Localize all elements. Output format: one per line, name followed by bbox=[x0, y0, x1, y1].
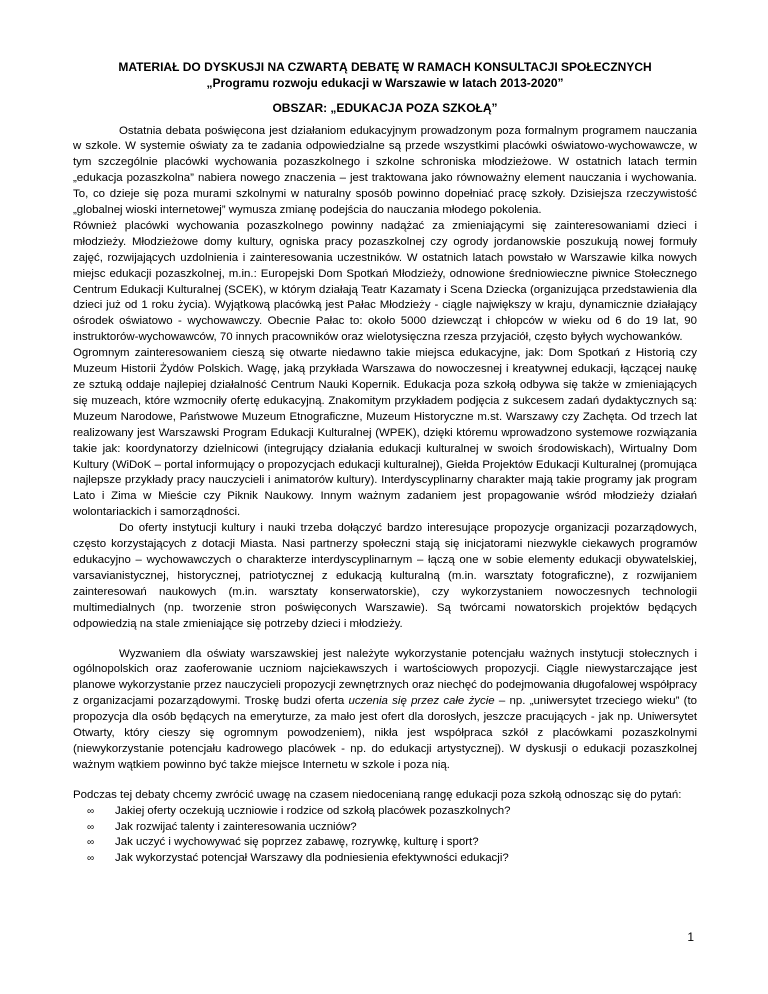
question-text: Jak wykorzystać potencjał Warszawy dla podniesienia efektywności edukacji? bbox=[115, 852, 509, 865]
question-text: Jak rozwijać talenty i zainteresowania uczniów? bbox=[115, 820, 357, 833]
paragraph-new-educational-places: Ogromnym zainteresowaniem cieszą się otwarte niedawno takie miejsca edukacyjne, jak: Dom Spotkań z Historią czy Muzeum Historii Żydów Polskich. Wagę, jaką przykłada Warszawa do nowoczesnej i kreatywnej edukacji, łączącej naukę ze sztuką oddaje najlepiej działalność Centrum Nauki Kopernik. Edukacja poza szkołą odbywa się także w zmieniających się muzeach, które wzmocniły ofertę edukacyjną. Znakomitym przykładem podjęcia z sukcesem zadań dydaktycznych są: Muzeum Narodowe, Państwowe Muzeum Etnograficzne, Muzeum Historyczne m.st. Warszawy czy Zachęta. Od trzech lat realizowany jest Warszawski Program Edukacji Kulturalnej (WPEK), dzięki któremu wprowadzono systemowe rozwiązania takie jak: koordynatorzy dzielnicowi (integrujący działania edukacji kulturalnej w swoich środowiskach), Wirtualny Dom Kultury (WiDoK – portal informujący o propozycjach edukacji kulturalnej), Giełda Projektów Edukacji Kulturalnej (promująca najlepsze przykłady pracy nauczycieli i animatorów kultury). Interdyscyplinarny charakter mają takie programy jak program Lato i Zima w Mieście czy Piknik Naukowy. Innym ważnym zadaniem jest propagowanie wśród młodzieży działań wolontariackich i samorządności. bbox=[73, 347, 697, 519]
infinity-bullet-icon: ∞ bbox=[87, 837, 95, 849]
challenges-text-end: – np. „uniwersytet trzeciego wieku” (to propozycja dla osób będących na emeryturze, za mało jest ofert dla dorosłych, jeszcze pracujących - jak np. Uniwersytet Otwarty, który cieszy się ogromnym powodzeniem), nikła jest współpraca szkół z placówkami pozaszkolnymi (niewykorzystanie potencjału kadrowego placówek - np. do edukacji artystycznej). W dyskusji o edukacji pozaszkolnej ważnym wątkiem powinno być także miejsce Internetu w szkole i poza nią. bbox=[73, 695, 698, 771]
lifelong-learning-emphasis: uczenia się przez całe życie bbox=[348, 695, 495, 708]
infinity-bullet-icon: ∞ bbox=[87, 821, 95, 833]
questions-list bbox=[73, 804, 697, 868]
document-page bbox=[73, 60, 697, 867]
document-subtitle: „Programu rozwoju edukacji w Warszawie w latach 2013-2020” bbox=[206, 75, 564, 90]
paragraph-ngo-offers: Do oferty instytucji kultury i nauki trzeba dołączyć bardzo interesujące propozycje organizacji pozarządowych, często korzystających z dotacji Miasta. Nasi partnerzy społeczni stają się inicjatorami niezwykle ciekawych programów edukacyjno – wychowawczych o charakterze interdyscyplinarnym – łączą one w sobie elementy edukacji obywatelskiej, varsavianistycznej, historycznej, patriotycznej z edukacją kulturalną (m.in. warsztaty fotograficzne), z rozwijaniem zainteresowań naukowych (m.in. warsztaty konserwatorskie), czy wykorzystaniem nowoczesnych technologii multimedialnych (np. tworzenie stron poświęconych Warszawie). Są twórcami nowatorskich projektów będących odpowiedzią na stale zmieniające się potrzeby dzieci i młodzieży. bbox=[73, 522, 697, 630]
document-title: MATERIAŁ DO DYSKUSJI NA CZWARTĄ DEBATĘ W RAMACH KONSULTACJI SPOŁECZNYCH bbox=[118, 60, 652, 74]
infinity-bullet-icon: ∞ bbox=[87, 805, 95, 817]
area-heading: OBSZAR: „EDUKACJA POZA SZKOŁĄ” bbox=[272, 101, 498, 115]
list-item bbox=[87, 820, 697, 836]
infinity-bullet-icon: ∞ bbox=[87, 853, 95, 865]
paragraph-intro: Ostatnia debata poświęcona jest działaniom edukacyjnym prowadzonym poza formalnym programem nauczania w szkole. W systemie oświaty za te zadania odpowiedzialne są przede wszystkimi placówki oświatowo-wychowawcze, w tym szczególnie placówki wychowania pozaszkolnego i szkolne schroniska młodzieżowe. W ostatnich latach termin „edukacja pozaszkolna” nabiera nowego znaczenia – jest traktowana jako równoważny element nauczania i wychowania. To, co dzieje się poza murami szkolnymi w naturalny sposób powinno dopełniać pracę szkoły. Dzisiejsza rzeczywistość „globalnej wioski internetowej” wymusza zmianę podejścia do nauczania młodego pokolenia. bbox=[73, 124, 697, 217]
questions-intro: Podczas tej debaty chcemy zwrócić uwagę na czasem niedocenianą rangę edukacji poza szkołą odnosząc się do pytań: bbox=[73, 788, 682, 801]
paragraph-extracurricular-institutions: Również placówki wychowania pozaszkolnego powinny nadążać za zmieniającymi się zainteresowaniami dzieci i młodzieży. Młodzieżowe domy kultury, ogniska pracy pozaszkolnej czy ogrody jordanowskie poszukują nowej formuły zajęć, rozwijających uzdolnienia i zainteresowania uczestników. W ostatnich latach powstało w Warszawie kilka nowych miejsc edukacji pozaszkolnej, m.in.: Europejski Dom Spotkań Młodzieży, odnowione średniowieczne piwnice Stołecznego Centrum Edukacji Kulturalnej (SCEK), w którym działają Teatr Kazamaty i Scena Dziecka (organizująca przedstawienia dla dzieci już od 1 roku życia). Wyjątkową placówką jest Pałac Młodzieży - ciągle największy w kraju, dynamicznie działający ośrodek oświatowo - wychowawczy. Obecnie Pałac to: około 5000 dziewcząt i chłopców w wieku od 6 do 19 lat, 90 instruktorów-wychowawców, 70 innych pracowników oraz wielotysięczna rzesza przyjaciół, często byłych wychowanków. bbox=[73, 219, 697, 344]
list-item bbox=[87, 851, 697, 867]
challenges-text-start: Wyzwaniem dla oświaty warszawskiej jest należyte wykorzystanie potencjału ważnych instytucji stołecznych i ogólnopolskich oraz zaoferowanie uczniom najciekawszych i wartościowych propozycji. Ciągle niewystarczające jest planowe wykorzystanie przez nauczycieli propozycji zewnętrznych oraz niechęć do podejmowania długofalowej współpracy z organizacjami pozarządowymi. Troskę budzi oferta bbox=[73, 647, 697, 708]
question-text: Jakiej oferty oczekują uczniowie i rodzice od szkołą placówek pozaszkolnych? bbox=[115, 804, 511, 817]
list-item bbox=[87, 804, 697, 820]
paragraph-challenges bbox=[73, 647, 697, 774]
page-number: 1 bbox=[687, 930, 694, 944]
question-text: Jak uczyć i wychowywać się poprzez zabawę, rozrywkę, kulturę i sport? bbox=[115, 836, 479, 849]
list-item bbox=[87, 835, 697, 851]
